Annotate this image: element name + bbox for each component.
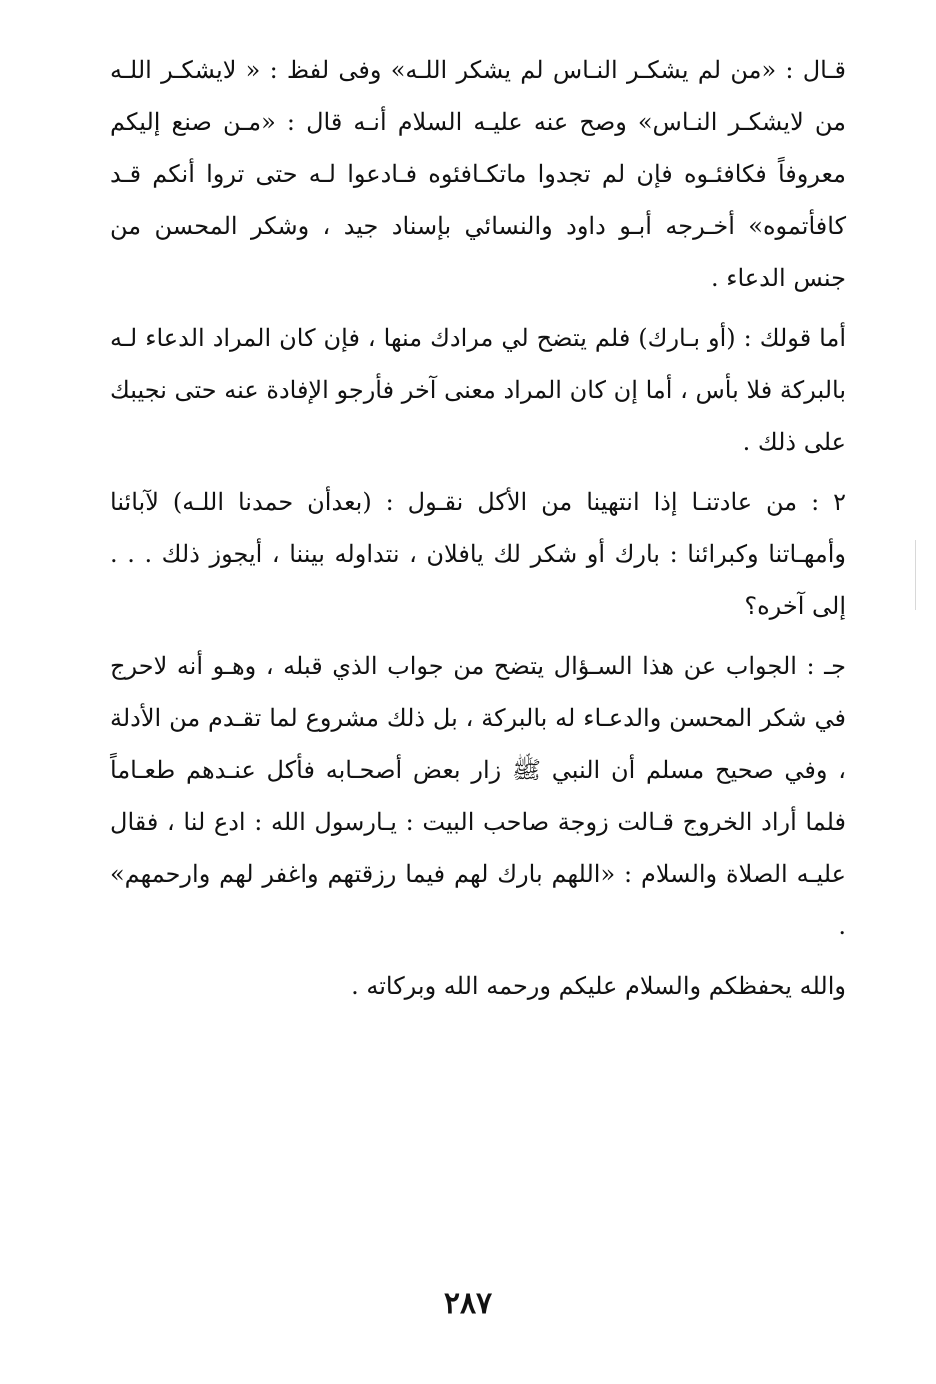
page-number: ٢٨٧ <box>443 1286 493 1321</box>
paragraph-answer: جـ : الجواب عن هذا السـؤال يتضح من جواب الذي قبله ، وهـو أنه لاحرج في شكر المحسن والدعـاء له بالبركة ، بل ذلك مشروع لما تقـدم من الأدلة ، وفي صحيح مسلم أن النبي ﷺ زار بعض أصحـابه فأكل عنـدهم طعـاماً فلما أراد الخروج قـالت زوجة صاحب البيت : يـارسول الله : ادع لنا ، فقال عليـه الصلاة والسلام : «اللهم بارك لهم فيما رزقتهم واغفر لهم وارحمهم» . <box>110 652 846 940</box>
body-text <box>110 44 846 1012</box>
page-edge-mark <box>915 540 916 610</box>
paragraph-closing: والله يحفظكم والسلام عليكم ورحمه الله وبركاته . <box>351 972 846 1000</box>
paragraph-barik-meaning: أما قولك : (أو بـارك) فلم يتضح لي مرادك منها ، فإن كان المراد الدعاء لـه بالبركة فلا بأس ، أما إن كان المراد معنى آخر فأرجو الإفادة عنه حتى نجيبك على ذلك . <box>110 324 846 456</box>
paragraph-question-2: ٢ : من عادتنـا إذا انتهينا من الأكل نقـول : (بعدأن حمدنا اللـه) لآبائنا وأمهـاتنا وكبرائنا : بارك أو شكر لك يافلان ، نتداوله بيننا ، أيجوز ذلك . . . إلى آخره؟ <box>110 488 846 620</box>
paragraph-hadith-gratitude: قـال : «من لم يشكـر النـاس لم يشكر اللـه» وفى لفظ : « لايشكـر اللـه من لايشكـر النـاس» وصح عنه عليـه السلام أنـه قال : «مـن صنع إليكم معروفاً فكافئـوه فإن لم تجدوا ماتكـافئوه فـادعوا لـه حتى تروا أنكم قـد كافأتموه» أخـرجه أبـو داود والنسائي بإسناد جيد ، وشكر المحسن من جنس الدعاء . <box>110 56 846 292</box>
